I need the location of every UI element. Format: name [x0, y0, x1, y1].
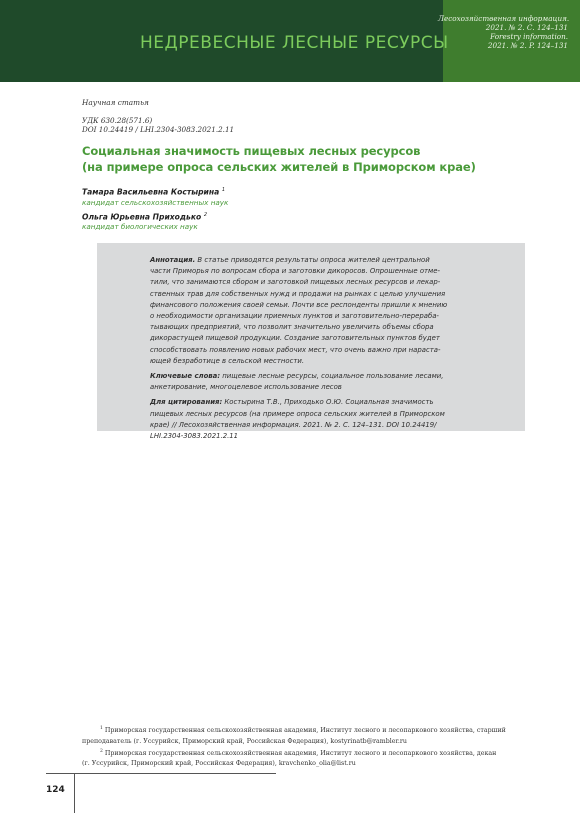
abstract-line: части Приморья по вопросам сбора и заготовки дикоросов. Опрошенные отме-	[150, 267, 440, 276]
footer-rule-vertical	[74, 773, 75, 813]
footnotes	[82, 724, 520, 770]
author-degree: кандидат сельскохозяйственных наук	[82, 197, 229, 207]
section-title: НЕДРЕВЕСНЫЕ ЛЕСНЫЕ РЕСУРСЫ	[140, 33, 449, 53]
author-affiliation-mark: 2	[203, 211, 208, 218]
citation-line: пищевых лесных ресурсов (на примере опроса сельских жителей в Приморском	[150, 409, 445, 418]
udc-doi-block	[82, 116, 234, 134]
abstract-line: дикорастущей пищевой продукции. Создание заготовительных пунктов будет	[150, 334, 440, 343]
citation-line: крае) // Лесохозяйственная информация. 2021. № 2. С. 124–131. DOI 10.24419/	[150, 420, 437, 429]
keywords-text: пищевые лесные ресурсы, социальное пользование лесами,	[220, 372, 444, 381]
udc-code: УДК 630.28(571.6)	[82, 116, 153, 125]
footnote-text: Приморская государственная сельскохозяйственная академия, Институт лесного и лесопаркового хозяйства, старший	[102, 727, 506, 735]
page-header	[0, 0, 580, 82]
abstract-text: В статье приводятся результаты опроса жителей центральной	[195, 256, 430, 264]
abstract-box	[97, 243, 525, 441]
author-name	[82, 210, 228, 223]
citation-line	[150, 397, 470, 408]
footer-rule-horizontal	[46, 773, 276, 774]
keywords-label: Ключевые слова:	[150, 372, 221, 381]
author-name	[82, 185, 228, 198]
citation-text: Костырина Т.В., Приходько О.Ю. Социальная значимость	[222, 398, 434, 407]
abstract-line	[150, 255, 470, 266]
abstract-label: Аннотация.	[150, 256, 196, 264]
footnote-mark: 1	[100, 726, 103, 731]
journal-ref-line: Forestry information.	[490, 32, 568, 41]
journal-ref-line: 2021. № 2. С. 124–131	[485, 23, 568, 32]
journal-ref-line: 2021. № 2. P. 124–131	[487, 41, 568, 50]
footnote-text: Приморская государственная сельскохозяйственная академия, Институт лесного и лесопаркового хозяйства, декан	[102, 750, 497, 757]
footnote-mark: 2	[100, 748, 103, 754]
keywords-line: анкетирование, многоцелевое использование лесов	[150, 383, 342, 392]
footnote-line	[82, 747, 520, 760]
abstract-line: ющей безработице в сельской местности.	[150, 356, 305, 365]
abstract-line: способствовать появлению новых рабочих мест, что очень важно при нараста-	[150, 345, 441, 354]
footnote-line: (г. Уссурийск, Приморский край, Российская Федерация), kravchenko_olia@list.ru	[82, 760, 356, 768]
abstract-content	[150, 255, 470, 442]
author-affiliation-mark: 1	[221, 187, 226, 193]
title-line: Социальная значимость пищевых лесных ресурсов	[82, 144, 421, 158]
authors-block	[82, 185, 228, 234]
abstract-line: о необходимости организации приемных пунктов и заготовительно-перераба-	[150, 312, 439, 321]
abstract-line: ственных трав для собственных нужд и продажи на рынках с целью улучшения	[150, 289, 446, 298]
doi-link[interactable]: DOI 10.24419 / LHI.2304-3083.2021.2.11	[82, 125, 235, 134]
article-title	[82, 143, 522, 175]
abstract-line: финансового положения своей семьи. Почти все респонденты пришли к мнению	[150, 300, 448, 309]
title-line: (на примере опроса сельских жителей в Приморском крае)	[82, 160, 476, 174]
abstract-line: тывающих предприятий, что позволит значительно увеличить объемы сбора	[150, 323, 434, 332]
page-number: 124	[46, 785, 65, 795]
journal-ref-line: Лесохозяйственная информация.	[438, 14, 570, 23]
author-name-text: Тамара Васильевна Костырина	[82, 187, 220, 197]
footnote-line	[82, 724, 520, 737]
journal-reference	[438, 14, 568, 50]
author-degree: кандидат биологических наук	[82, 222, 198, 232]
article-type: Научная статья	[82, 98, 149, 107]
abstract-line: тили, что занимаются сбором и заготовкой пищевых лесных ресурсов и лекар-	[150, 278, 441, 287]
citation-line: LHI.2304-3083.2021.2.11	[150, 432, 239, 441]
author-name-text: Ольга Юрьевна Приходько	[82, 212, 202, 222]
footnote-line: преподаватель (г. Уссурийск, Приморский край, Российская Федерация), kostyrinatb@rambler.ru	[82, 737, 407, 745]
keywords-line	[150, 371, 470, 382]
citation-label: Для цитирования:	[150, 398, 223, 407]
